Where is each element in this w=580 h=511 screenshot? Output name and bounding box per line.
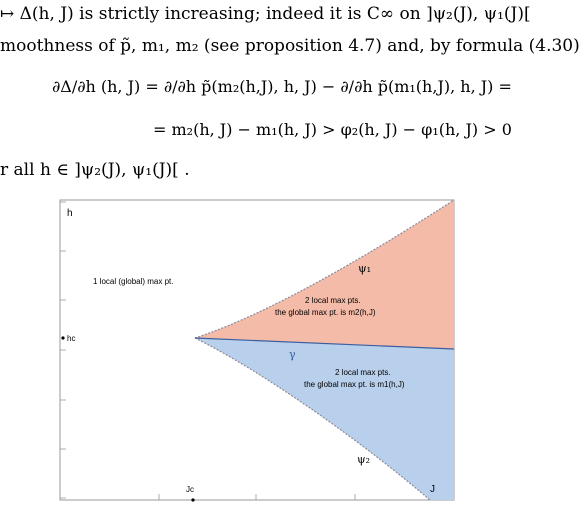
psi1-label: ψ₁: [358, 262, 372, 275]
region-lower-label-1: 2 local max pts.: [335, 368, 391, 377]
region-one-label: 1 local (global) max pt.: [93, 277, 174, 286]
jc-label: Jc: [186, 485, 194, 494]
equation-line-2: = m₂(h, J) − m₁(h, J) > φ₂(h, J) − φ₁(h, J) > 0: [153, 120, 512, 139]
bottom-axis-ticks: [159, 494, 452, 500]
gamma-label: γ: [289, 348, 296, 361]
psi2-label: ψ₂: [357, 453, 371, 466]
region-upper: [195, 200, 454, 349]
text-line-1: ↦ Δ(h, J) is strictly increasing; indeed it is C∞ on ]ψ₂(J), ψ₁(J)[: [0, 4, 531, 24]
region-lower-label-2: the global max pt. is m1(h,J): [304, 380, 405, 389]
text-line-2: moothness of p̃, m₁, m₂ (see proposition 4.7) and, by formula (4.30): [0, 36, 580, 56]
hc-label: hc: [67, 334, 76, 343]
region-upper-label-1: 2 local max pts.: [305, 296, 361, 305]
equation-line-1: ∂Δ/∂h (h, J) = ∂/∂h p̃(m₂(h,J), h, J) − ∂/∂h p̃(m₁(h,J), h, J) =: [52, 77, 512, 96]
axis-h-label: h: [67, 208, 73, 219]
left-axis-ticks: [60, 202, 66, 498]
region-upper-label-2: the global max pt. is m2(h,J): [275, 308, 376, 317]
axis-j-label: J: [430, 484, 435, 495]
text-line-3: r all h ∈ ]ψ₂(J), ψ₁(J)[ .: [0, 160, 190, 180]
jc-marker: [191, 498, 194, 501]
hc-marker: [61, 336, 64, 339]
region-lower: [195, 338, 454, 500]
